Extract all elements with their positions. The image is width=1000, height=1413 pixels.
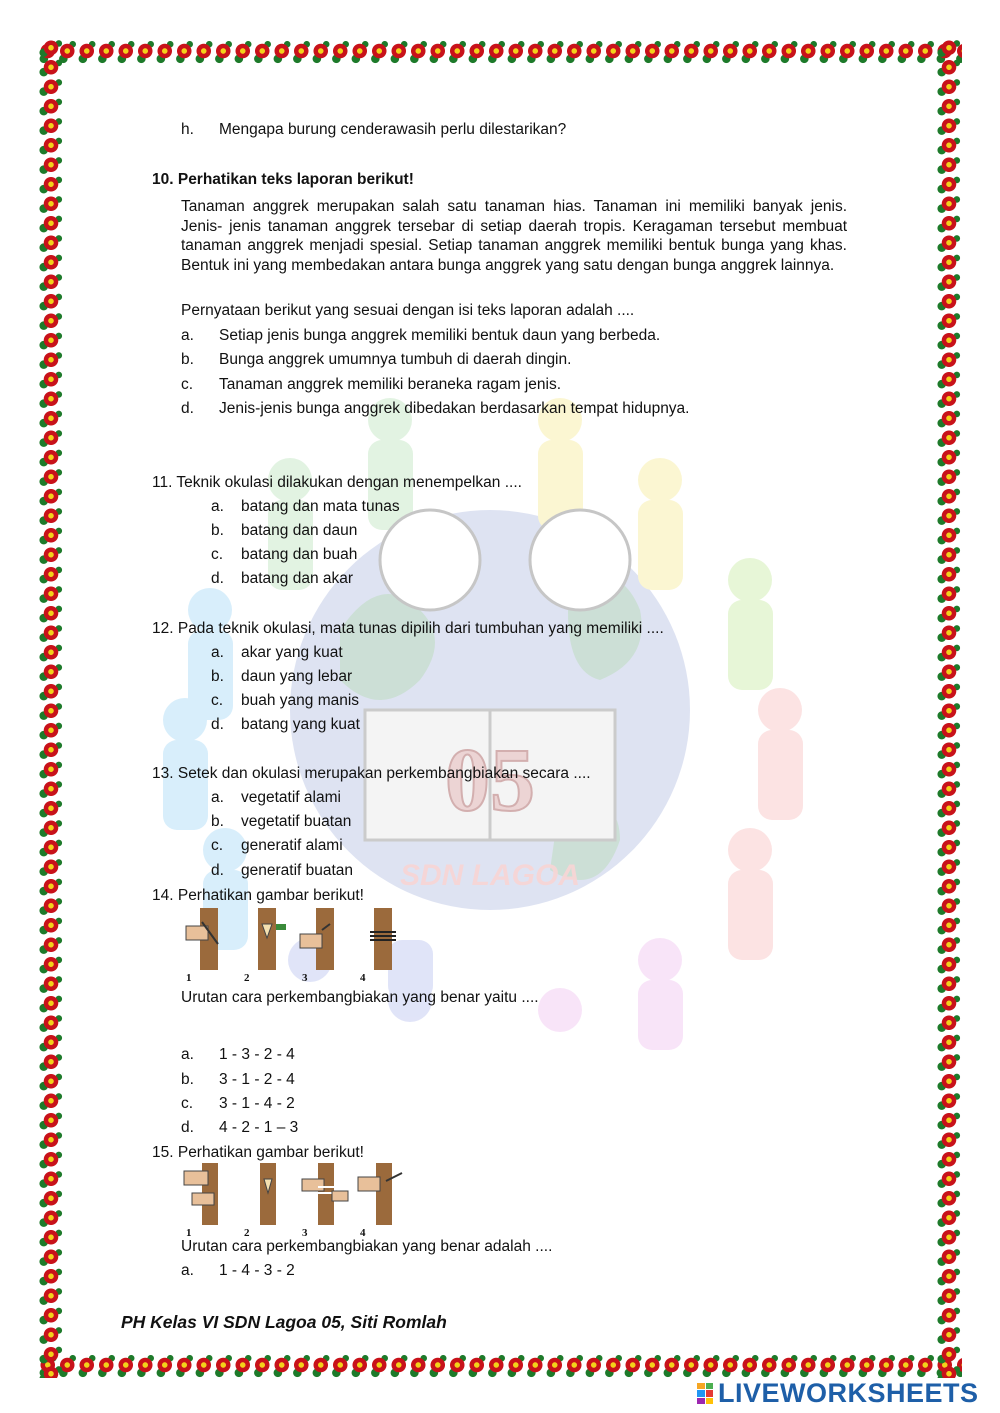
question-14-option-b[interactable]: b. 3 - 1 - 2 - 4 <box>181 1071 295 1088</box>
brand-name: LIVEWORKSHEETS <box>718 1378 979 1408</box>
question-14-image-strip <box>182 908 410 984</box>
question-10-option-d[interactable]: d. Jenis-jenis bunga anggrek dibedakan berdasarkan tempat hidupnya. <box>181 400 690 417</box>
question-14-title: 14. Perhatikan gambar berikut! <box>152 887 364 904</box>
question-13-option-c[interactable]: c. generatif alami <box>211 837 343 854</box>
question-10-option-b[interactable]: b. Bunga anggrek umumnya tumbuh di daerah dingin. <box>181 351 572 368</box>
question-10-option-a[interactable]: a. Setiap jenis bunga anggrek memiliki bentuk daun yang berbeda. <box>181 327 661 344</box>
liveworksheets-logo[interactable] <box>697 1378 979 1409</box>
question-10-paragraph: Tanaman anggrek merupakan salah satu tanaman hias. Tanaman ini memiliki banyak jenis. Jenis- jenis tanaman anggrek tersebar di setiap daerah tropis. Keragaman tersebut membuat tanaman anggrek menjadi spesial. Setiap tanaman anggrek memiliki bentuk bunga yang khas. Bentuk ini yang membedakan antara bunga anggrek yang satu dengan bunga anggrek lainnya. <box>181 198 847 274</box>
grafting-step-image: 2 <box>240 1163 294 1225</box>
question-13-option-a[interactable]: a. vegetatif alami <box>211 789 341 806</box>
grafting-step-image: 3 <box>298 1163 352 1225</box>
question-10-prompt: Pernyataan berikut yang sesuai dengan isi teks laporan adalah .... <box>181 302 635 319</box>
question-11-title: 11. Teknik okulasi dilakukan dengan menempelkan .... <box>152 474 522 491</box>
question-15-title: 15. Perhatikan gambar berikut! <box>152 1144 364 1161</box>
watermark-number: 05 <box>445 731 535 830</box>
question-14-option-a[interactable]: a. 1 - 3 - 2 - 4 <box>181 1046 295 1063</box>
question-15-image-strip <box>182 1163 410 1239</box>
grafting-step-image: 2 <box>240 908 294 970</box>
grafting-step-image: 4 <box>356 908 410 970</box>
watermark-school-name: SDN LAGOA <box>400 859 580 892</box>
question-11-option-c[interactable]: c. batang dan buah <box>211 546 358 563</box>
grafting-step-image: 1 <box>182 1163 236 1225</box>
question-15-option-a[interactable]: a. 1 - 4 - 3 - 2 <box>181 1262 295 1279</box>
question-14-prompt: Urutan cara perkembangbiakan yang benar yaitu .... <box>181 989 539 1006</box>
question-12-option-b[interactable]: b. daun yang lebar <box>211 668 353 685</box>
question-13-option-b[interactable]: b. vegetatif buatan <box>211 813 352 830</box>
page-footer: PH Kelas VI SDN Lagoa 05, Siti Romlah <box>121 1312 447 1332</box>
question-12-title: 12. Pada teknik okulasi, mata tunas dipilih dari tumbuhan yang memiliki .... <box>152 620 664 637</box>
question-10-title: 10. Perhatikan teks laporan berikut! <box>152 171 414 188</box>
question-13-title: 13. Setek dan okulasi merupakan perkembangbiakan secara .... <box>152 765 591 782</box>
question-h: h. Mengapa burung cenderawasih perlu dilestarikan? <box>181 121 567 138</box>
grafting-step-image: 1 <box>182 908 236 970</box>
question-13-option-d[interactable]: d. generatif buatan <box>211 862 354 879</box>
question-12-option-c[interactable]: c. buah yang manis <box>211 692 360 709</box>
grafting-step-image: 4 <box>356 1163 410 1225</box>
question-14-option-c[interactable]: c. 3 - 1 - 4 - 2 <box>181 1095 295 1112</box>
question-11-option-d[interactable]: d. batang dan akar <box>211 570 354 587</box>
grafting-step-image: 3 <box>298 908 352 970</box>
liveworksheets-logo-icon <box>697 1383 713 1405</box>
question-11-option-b[interactable]: b. batang dan daun <box>211 522 358 539</box>
question-12-option-d[interactable]: d. batang yang kuat <box>211 716 360 733</box>
question-11-option-a[interactable]: a. batang dan mata tunas <box>211 498 400 515</box>
question-10-option-c[interactable]: c. Tanaman anggrek memiliki beraneka ragam jenis. <box>181 376 562 393</box>
question-12-option-a[interactable]: a. akar yang kuat <box>211 644 343 661</box>
question-15-prompt: Urutan cara perkembangbiakan yang benar adalah .... <box>181 1238 553 1255</box>
question-14-option-d[interactable]: d. 4 - 2 - 1 – 3 <box>181 1119 299 1136</box>
